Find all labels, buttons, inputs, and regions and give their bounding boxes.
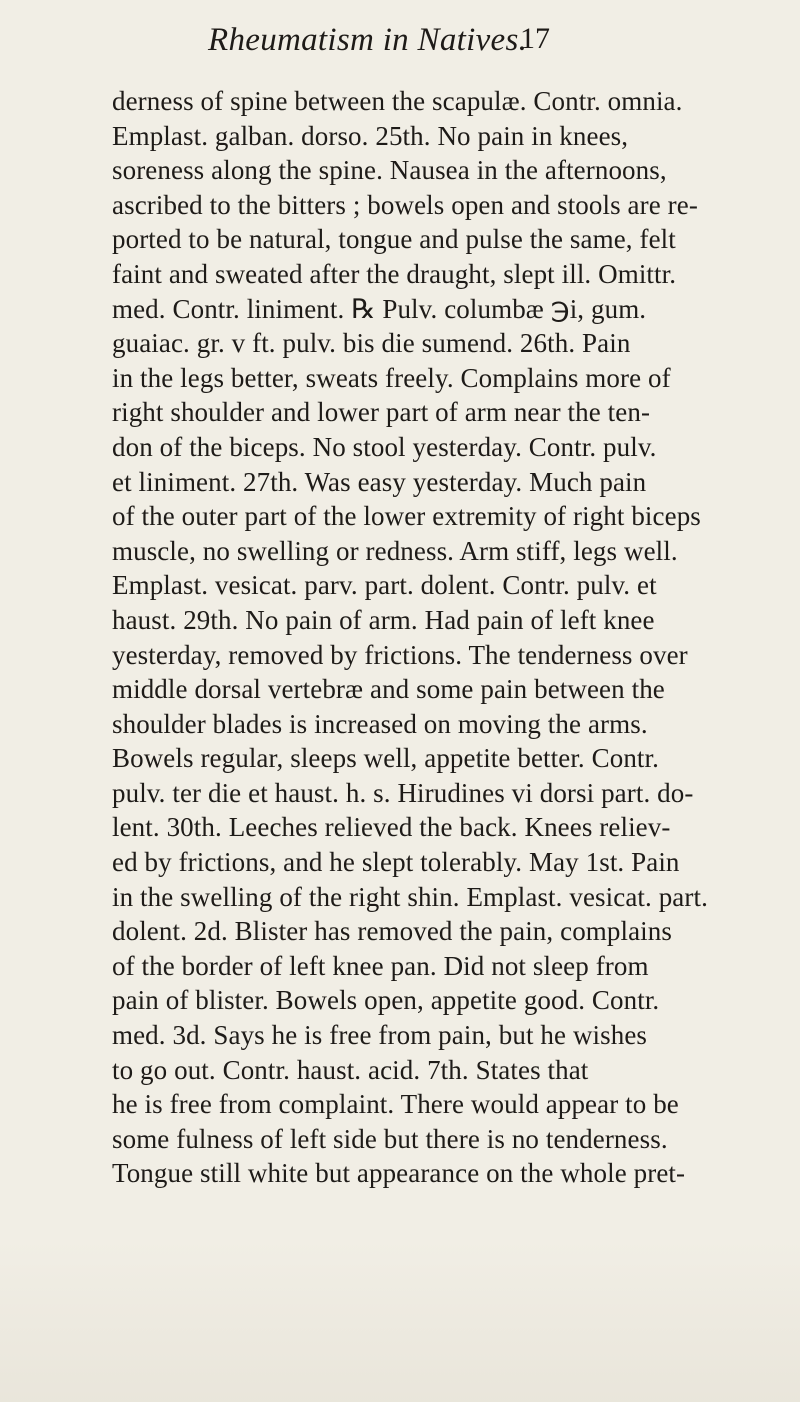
page-header xyxy=(0,22,800,66)
text-line: to go out. Contr. haust. acid. 7th. States that xyxy=(112,1054,589,1085)
text-line: he is free from complaint. There would appear to be xyxy=(112,1089,679,1120)
text-line: dolent. 2d. Blister has removed the pain, complains xyxy=(112,916,672,947)
text-line: right shoulder and lower part of arm near the ten- xyxy=(112,397,651,428)
text-line: don of the biceps. No stool yesterday. Contr. pulv. xyxy=(112,431,657,462)
text-line: guaiac. gr. v ft. pulv. bis die sumend. 26th. Pain xyxy=(112,328,631,359)
text-line: some fulness of left side but there is no tenderness. xyxy=(112,1123,668,1154)
text-line: ported to be natural, tongue and pulse the same, felt xyxy=(112,224,676,255)
text-line: ascribed to the bitters ; bowels open and stools are re- xyxy=(112,189,698,220)
running-title: Rheumatism in Natives. xyxy=(208,22,528,58)
text-line: pulv. ter die et haust. h. s. Hirudines vi dorsi part. do- xyxy=(112,777,694,808)
text-line: soreness along the spine. Nausea in the afternoons, xyxy=(112,155,667,186)
text-line: Bowels regular, sleeps well, appetite better. Contr. xyxy=(112,743,659,774)
text-line: middle dorsal vertebræ and some pain between the xyxy=(112,674,665,705)
text-line: of the border of left knee pan. Did not sleep from xyxy=(112,950,649,981)
text-line: faint and sweated after the draught, slept ill. Omittr. xyxy=(112,258,677,289)
text-line: med. Contr. liniment. ℞ Pulv. columbæ ℈i, gum. xyxy=(112,293,647,324)
text-line: in the swelling of the right shin. Emplast. vesicat. part. xyxy=(112,881,708,912)
body-text xyxy=(112,84,712,1191)
text-line: yesterday, removed by frictions. The tenderness over xyxy=(112,639,688,670)
text-line: of the outer part of the lower extremity of right biceps xyxy=(112,501,701,532)
text-line: Emplast. vesicat. parv. part. dolent. Contr. pulv. et xyxy=(112,570,657,601)
paper-bottom-shading xyxy=(0,1240,800,1402)
text-line: muscle, no swelling or redness. Arm stiff, legs well. xyxy=(112,535,678,566)
text-line: ed by frictions, and he slept tolerably. May 1st. Pain xyxy=(112,847,680,878)
text-line: haust. 29th. No pain of arm. Had pain of left knee xyxy=(112,604,655,635)
text-line: Emplast. galban. dorso. 25th. No pain in knees, xyxy=(112,120,629,151)
text-line: shoulder blades is increased on moving the arms. xyxy=(112,708,648,739)
text-line: lent. 30th. Leeches relieved the back. Knees reliev- xyxy=(112,812,671,843)
text-line: derness of spine between the scapulæ. Contr. omnia. xyxy=(112,86,683,116)
page-number: 17 xyxy=(520,22,550,55)
text-line: med. 3d. Says he is free from pain, but he wishes xyxy=(112,1020,648,1051)
text-line: et liniment. 27th. Was easy yesterday. Much pain xyxy=(112,466,647,497)
text-line: in the legs better, sweats freely. Complains more of xyxy=(112,362,671,393)
text-line: pain of blister. Bowels open, appetite good. Contr. xyxy=(112,985,660,1016)
text-line: Tongue still white but appearance on the whole pret- xyxy=(112,1158,686,1189)
